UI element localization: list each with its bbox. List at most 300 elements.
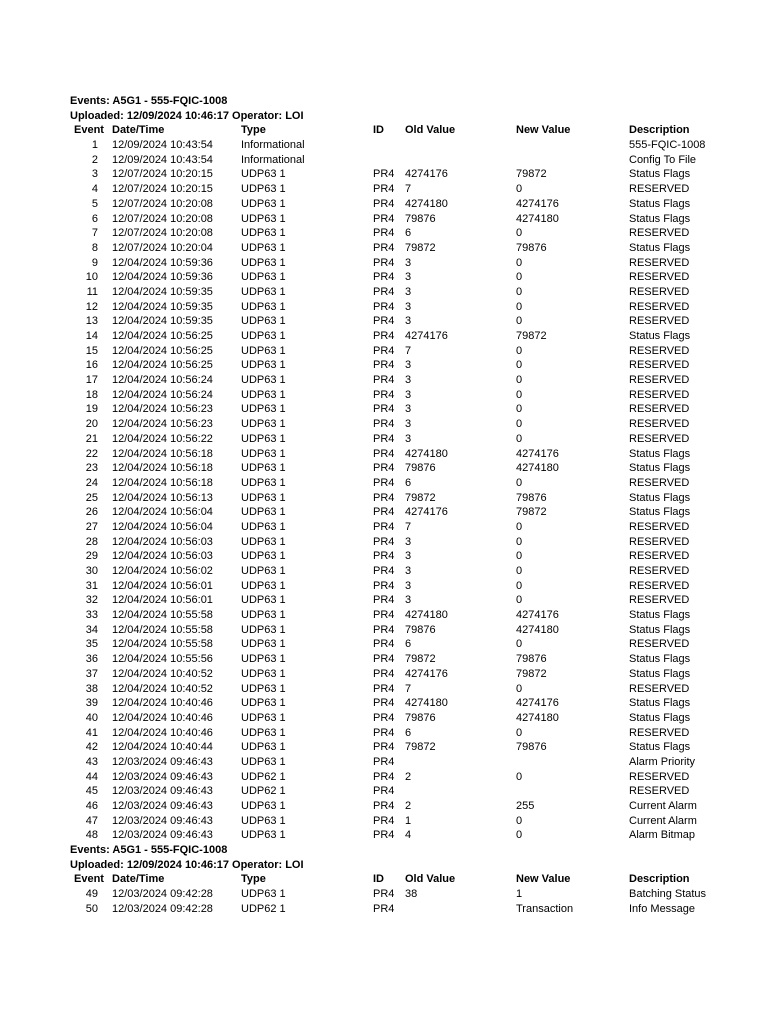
event-datetime: 12/03/2024 09:46:43 xyxy=(112,829,213,842)
description: Status Flags xyxy=(629,653,691,666)
old-value: 3 xyxy=(405,418,412,431)
old-value: 79872 xyxy=(405,741,436,754)
new-value: 0 xyxy=(516,183,523,196)
event-number: 30 xyxy=(85,565,98,577)
event-datetime: 12/04/2024 10:56:01 xyxy=(112,579,213,592)
event-datetime: 12/04/2024 10:56:25 xyxy=(112,344,213,357)
event-id: PR4 xyxy=(373,594,395,607)
event-type: UDP63 1 xyxy=(241,506,286,519)
description: Status Flags xyxy=(629,168,691,181)
new-value: 0 xyxy=(516,285,523,298)
old-value: 79872 xyxy=(405,241,436,254)
description: Batching Status xyxy=(629,888,707,901)
old-value: 3 xyxy=(405,550,412,563)
new-value: 0 xyxy=(516,594,523,607)
description: RESERVED xyxy=(629,550,690,563)
description: RESERVED xyxy=(629,256,690,269)
old-value: 79876 xyxy=(405,711,436,724)
description: RESERVED xyxy=(629,315,690,328)
event-type: UDP63 1 xyxy=(241,550,286,563)
event-id: PR4 xyxy=(373,344,395,357)
column-header-event-datetime: Date/Time xyxy=(112,124,165,137)
event-id: PR4 xyxy=(373,506,395,519)
event-id: PR4 xyxy=(373,535,395,548)
description: RESERVED xyxy=(629,726,690,739)
new-value: 0 xyxy=(516,388,523,401)
event-id: PR4 xyxy=(373,241,395,254)
event-number: 23 xyxy=(85,462,98,475)
event-id: PR4 xyxy=(373,403,395,416)
table-row xyxy=(0,623,768,638)
event-id: PR4 xyxy=(373,300,395,313)
column-header-old-value: Old Value xyxy=(405,124,456,137)
old-value: 4274176 xyxy=(405,330,448,342)
new-value: 1 xyxy=(516,888,523,901)
event-datetime: 12/09/2024 10:43:54 xyxy=(112,139,213,152)
event-id: PR4 xyxy=(373,711,395,724)
event-number: 7 xyxy=(91,227,98,240)
description: RESERVED xyxy=(629,770,690,783)
description: Status Flags xyxy=(629,741,691,754)
column-header-new-value: New Value xyxy=(516,124,571,137)
event-datetime: 12/04/2024 10:59:36 xyxy=(112,256,213,269)
new-value: 0 xyxy=(516,227,523,240)
table-row xyxy=(0,682,768,697)
event-number: 1 xyxy=(91,139,98,152)
event-datetime: 12/04/2024 10:55:58 xyxy=(112,638,213,651)
description: RESERVED xyxy=(629,785,690,798)
description: Status Flags xyxy=(629,212,691,225)
new-value: 79876 xyxy=(516,741,547,754)
event-type: UDP63 1 xyxy=(241,374,286,387)
old-value: 3 xyxy=(405,579,412,592)
event-datetime: 12/04/2024 10:56:24 xyxy=(112,388,213,401)
event-id: PR4 xyxy=(373,638,395,651)
table-row xyxy=(0,358,768,373)
table-row xyxy=(0,182,768,197)
event-number: 33 xyxy=(85,609,98,622)
description: RESERVED xyxy=(629,638,690,651)
table-row xyxy=(0,285,768,300)
table-row xyxy=(0,300,768,315)
event-number: 26 xyxy=(85,506,98,519)
event-id: PR4 xyxy=(373,800,395,812)
table-row xyxy=(0,505,768,520)
description: RESERVED xyxy=(629,285,690,298)
event-type: UDP63 1 xyxy=(241,653,286,666)
table-row xyxy=(0,593,768,608)
event-datetime: 12/04/2024 10:56:24 xyxy=(112,374,213,387)
event-type: UDP63 1 xyxy=(241,241,286,254)
description: RESERVED xyxy=(629,271,690,284)
new-value: 0 xyxy=(516,638,523,651)
events-title-line xyxy=(0,843,768,858)
event-type: UDP63 1 xyxy=(241,623,286,636)
new-value: 0 xyxy=(516,344,523,357)
event-type: UDP63 1 xyxy=(241,197,286,210)
table-row xyxy=(0,814,768,829)
events-title-line xyxy=(0,94,768,109)
old-value: 4274180 xyxy=(405,197,448,210)
old-value: 6 xyxy=(405,476,412,489)
event-datetime: 12/04/2024 10:55:58 xyxy=(112,609,213,622)
description: Status Flags xyxy=(629,330,691,342)
new-value: 255 xyxy=(516,800,535,812)
event-datetime: 12/04/2024 10:40:46 xyxy=(112,697,213,710)
event-type: UDP63 1 xyxy=(241,359,286,372)
column-header-event-id: ID xyxy=(373,124,384,137)
description: RESERVED xyxy=(629,300,690,313)
event-datetime: 12/04/2024 10:40:44 xyxy=(112,741,213,754)
table-row xyxy=(0,314,768,329)
event-number: 32 xyxy=(85,594,98,607)
event-id: PR4 xyxy=(373,653,395,666)
event-number: 28 xyxy=(85,535,98,548)
description: RESERVED xyxy=(629,344,690,357)
description: Status Flags xyxy=(629,462,691,475)
old-value: 3 xyxy=(405,285,412,298)
description: RESERVED xyxy=(629,374,690,387)
event-type: UDP63 1 xyxy=(241,462,286,475)
description: RESERVED xyxy=(629,565,690,577)
event-datetime: 12/07/2024 10:20:15 xyxy=(112,183,213,196)
old-value: 3 xyxy=(405,594,412,607)
description: RESERVED xyxy=(629,579,690,592)
event-type: UDP62 1 xyxy=(241,785,286,798)
new-value: 79872 xyxy=(516,330,547,342)
event-id: PR4 xyxy=(373,550,395,563)
event-datetime: 12/04/2024 10:56:18 xyxy=(112,447,213,460)
event-number: 8 xyxy=(91,241,98,254)
column-header-row xyxy=(0,872,768,887)
event-type: UDP63 1 xyxy=(241,447,286,460)
event-type: UDP63 1 xyxy=(241,888,286,901)
event-id: PR4 xyxy=(373,359,395,372)
event-number: 2 xyxy=(91,153,98,166)
new-value: 0 xyxy=(516,256,523,269)
event-number: 49 xyxy=(85,888,98,901)
event-type: UDP63 1 xyxy=(241,755,286,768)
uploaded-line xyxy=(0,109,768,124)
event-id: PR4 xyxy=(373,418,395,431)
new-value: 0 xyxy=(516,829,523,842)
table-row xyxy=(0,388,768,403)
event-type: UDP63 1 xyxy=(241,256,286,269)
event-number: 13 xyxy=(85,315,98,328)
event-datetime: 12/04/2024 10:59:35 xyxy=(112,300,213,313)
table-row xyxy=(0,461,768,476)
event-number: 44 xyxy=(85,770,98,783)
event-type: UDP62 1 xyxy=(241,770,286,783)
event-datetime: 12/04/2024 10:56:04 xyxy=(112,506,213,519)
old-value: 79876 xyxy=(405,212,436,225)
event-type: UDP63 1 xyxy=(241,579,286,592)
event-number: 41 xyxy=(85,726,98,739)
old-value: 79876 xyxy=(405,462,436,475)
event-number: 31 xyxy=(85,579,98,592)
description: Info Message xyxy=(629,902,696,915)
old-value: 3 xyxy=(405,271,412,284)
column-header-row xyxy=(0,123,768,138)
column-header-event-number: Event xyxy=(74,873,104,886)
event-type: UDP63 1 xyxy=(241,829,286,842)
event-datetime: 12/04/2024 10:55:56 xyxy=(112,653,213,666)
uploaded-line xyxy=(0,858,768,873)
event-number: 15 xyxy=(85,344,98,357)
event-number: 29 xyxy=(85,550,98,563)
event-type: UDP63 1 xyxy=(241,711,286,724)
description: Status Flags xyxy=(629,447,691,460)
event-id: PR4 xyxy=(373,197,395,210)
old-value: 7 xyxy=(405,520,412,533)
table-row xyxy=(0,828,768,843)
old-value: 3 xyxy=(405,565,412,577)
table-row xyxy=(0,740,768,755)
event-id: PR4 xyxy=(373,682,395,695)
table-row xyxy=(0,520,768,535)
new-value: 79876 xyxy=(516,653,547,666)
old-value: 3 xyxy=(405,256,412,269)
new-value: 4274180 xyxy=(516,212,559,225)
event-number: 21 xyxy=(85,432,98,445)
event-datetime: 12/04/2024 10:56:23 xyxy=(112,403,213,416)
old-value: 4274176 xyxy=(405,667,448,680)
event-type: UDP63 1 xyxy=(241,330,286,342)
table-row xyxy=(0,432,768,447)
event-datetime: 12/04/2024 10:56:03 xyxy=(112,535,213,548)
events-title: Events: A5G1 - 555-FQIC-1008 xyxy=(70,844,228,857)
event-id: PR4 xyxy=(373,667,395,680)
event-id: PR4 xyxy=(373,814,395,827)
event-id: PR4 xyxy=(373,770,395,783)
description: RESERVED xyxy=(629,403,690,416)
old-value: 3 xyxy=(405,535,412,548)
table-row xyxy=(0,241,768,256)
new-value: 0 xyxy=(516,682,523,695)
old-value: 79876 xyxy=(405,623,436,636)
event-type: UDP63 1 xyxy=(241,726,286,739)
table-row xyxy=(0,197,768,212)
old-value: 4274180 xyxy=(405,697,448,710)
event-id: PR4 xyxy=(373,829,395,842)
old-value: 3 xyxy=(405,388,412,401)
description: Current Alarm xyxy=(629,814,697,827)
event-id: PR4 xyxy=(373,168,395,181)
new-value: 0 xyxy=(516,403,523,416)
event-number: 50 xyxy=(85,902,98,915)
event-id: PR4 xyxy=(373,432,395,445)
event-type: UDP63 1 xyxy=(241,432,286,445)
event-id: PR4 xyxy=(373,579,395,592)
description: RESERVED xyxy=(629,535,690,548)
table-row xyxy=(0,726,768,741)
table-row xyxy=(0,491,768,506)
table-row xyxy=(0,447,768,462)
table-row xyxy=(0,344,768,359)
table-row xyxy=(0,755,768,770)
event-type: UDP63 1 xyxy=(241,565,286,577)
event-id: PR4 xyxy=(373,227,395,240)
table-row xyxy=(0,256,768,271)
event-number: 20 xyxy=(85,418,98,431)
old-value: 3 xyxy=(405,403,412,416)
event-number: 47 xyxy=(85,814,98,827)
event-id: PR4 xyxy=(373,388,395,401)
event-datetime: 12/03/2024 09:46:43 xyxy=(112,800,213,812)
description: RESERVED xyxy=(629,520,690,533)
event-datetime: 12/04/2024 10:59:35 xyxy=(112,315,213,328)
event-number: 27 xyxy=(85,520,98,533)
old-value: 3 xyxy=(405,359,412,372)
event-type: UDP63 1 xyxy=(241,476,286,489)
table-row xyxy=(0,784,768,799)
event-datetime: 12/04/2024 10:56:18 xyxy=(112,476,213,489)
event-datetime: 12/04/2024 10:56:03 xyxy=(112,550,213,563)
new-value: 4274176 xyxy=(516,197,559,210)
table-row xyxy=(0,637,768,652)
event-number: 11 xyxy=(86,285,98,298)
event-id: PR4 xyxy=(373,741,395,754)
column-header-event-type: Type xyxy=(241,124,266,137)
new-value: 79876 xyxy=(516,491,547,504)
description: RESERVED xyxy=(629,388,690,401)
event-number: 18 xyxy=(85,388,98,401)
event-number: 4 xyxy=(91,183,98,196)
event-datetime: 12/04/2024 10:59:35 xyxy=(112,285,213,298)
event-id: PR4 xyxy=(373,212,395,225)
event-id: PR4 xyxy=(373,315,395,328)
table-row xyxy=(0,417,768,432)
description: RESERVED xyxy=(629,476,690,489)
new-value: Transaction xyxy=(516,902,574,915)
old-value: 38 xyxy=(405,888,418,901)
new-value: 79872 xyxy=(516,506,547,519)
event-datetime: 12/03/2024 09:46:43 xyxy=(112,814,213,827)
event-type: UDP63 1 xyxy=(241,667,286,680)
column-header-old-value: Old Value xyxy=(405,873,456,886)
event-number: 25 xyxy=(85,491,98,504)
event-type: UDP63 1 xyxy=(241,403,286,416)
description: 555-FQIC-1008 xyxy=(629,139,706,152)
event-type: UDP63 1 xyxy=(241,697,286,710)
old-value: 2 xyxy=(405,800,412,812)
new-value: 4274180 xyxy=(516,623,559,636)
events-title: Events: A5G1 - 555-FQIC-1008 xyxy=(70,95,228,107)
new-value: 0 xyxy=(516,432,523,445)
event-number: 19 xyxy=(85,403,98,416)
description: Status Flags xyxy=(629,241,691,254)
old-value: 4274176 xyxy=(405,506,448,519)
event-datetime: 12/04/2024 10:56:18 xyxy=(112,462,213,475)
old-value: 6 xyxy=(405,227,412,240)
event-id: PR4 xyxy=(373,755,395,768)
event-number: 3 xyxy=(91,168,98,181)
new-value: 0 xyxy=(516,520,523,533)
table-row xyxy=(0,549,768,564)
event-id: PR4 xyxy=(373,902,395,915)
new-value: 0 xyxy=(516,814,523,827)
event-number: 35 xyxy=(85,638,98,651)
event-number: 12 xyxy=(85,300,98,313)
event-type: UDP63 1 xyxy=(241,638,286,651)
description: Status Flags xyxy=(629,711,691,724)
old-value: 3 xyxy=(405,432,412,445)
event-datetime: 12/04/2024 10:40:52 xyxy=(112,667,213,680)
new-value: 0 xyxy=(516,565,523,577)
event-type: UDP63 1 xyxy=(241,814,286,827)
new-value: 0 xyxy=(516,359,523,372)
event-datetime: 12/07/2024 10:20:08 xyxy=(112,227,213,240)
new-value: 0 xyxy=(516,374,523,387)
event-number: 37 xyxy=(85,667,98,680)
new-value: 0 xyxy=(516,476,523,489)
event-id: PR4 xyxy=(373,609,395,622)
new-value: 4274176 xyxy=(516,447,559,460)
new-value: 0 xyxy=(516,315,523,328)
old-value: 3 xyxy=(405,300,412,313)
event-number: 34 xyxy=(85,623,98,636)
column-header-description: Description xyxy=(629,124,690,137)
event-datetime: 12/07/2024 10:20:15 xyxy=(112,168,213,181)
table-row xyxy=(0,138,768,153)
old-value: 7 xyxy=(405,183,412,196)
column-header-event-id: ID xyxy=(373,873,384,886)
event-type: UDP63 1 xyxy=(241,344,286,357)
old-value: 6 xyxy=(405,638,412,651)
event-number: 46 xyxy=(85,800,98,812)
table-row xyxy=(0,652,768,667)
description: Status Flags xyxy=(629,623,691,636)
event-id: PR4 xyxy=(373,888,395,901)
event-datetime: 12/04/2024 10:40:46 xyxy=(112,711,213,724)
new-value: 0 xyxy=(516,418,523,431)
event-type: UDP63 1 xyxy=(241,315,286,328)
event-datetime: 12/03/2024 09:46:43 xyxy=(112,770,213,783)
event-number: 14 xyxy=(85,330,98,342)
column-header-description: Description xyxy=(629,873,690,886)
event-number: 5 xyxy=(91,197,98,210)
uploaded-info: Uploaded: 12/09/2024 10:46:17 Operator: LOI xyxy=(70,858,304,871)
event-id: PR4 xyxy=(373,462,395,475)
old-value: 3 xyxy=(405,315,412,328)
event-number: 9 xyxy=(91,256,98,269)
description: Status Flags xyxy=(629,697,691,710)
new-value: 0 xyxy=(516,770,523,783)
event-id: PR4 xyxy=(373,271,395,284)
table-row xyxy=(0,373,768,388)
event-id: PR4 xyxy=(373,565,395,577)
table-row xyxy=(0,329,768,344)
event-type: UDP63 1 xyxy=(241,491,286,504)
event-id: PR4 xyxy=(373,285,395,298)
new-value: 4274176 xyxy=(516,609,559,622)
event-number: 48 xyxy=(85,829,98,842)
event-log-sheet xyxy=(0,94,768,917)
event-type: UDP62 1 xyxy=(241,902,286,915)
event-id: PR4 xyxy=(373,256,395,269)
event-datetime: 12/04/2024 10:55:58 xyxy=(112,623,213,636)
old-value: 79872 xyxy=(405,653,436,666)
description: RESERVED xyxy=(629,359,690,372)
table-row xyxy=(0,167,768,182)
event-type: UDP63 1 xyxy=(241,682,286,695)
event-datetime: 12/04/2024 10:56:23 xyxy=(112,418,213,431)
new-value: 4274180 xyxy=(516,711,559,724)
new-value: 0 xyxy=(516,300,523,313)
old-value: 7 xyxy=(405,682,412,695)
event-datetime: 12/03/2024 09:42:28 xyxy=(112,888,213,901)
new-value: 79872 xyxy=(516,667,547,680)
